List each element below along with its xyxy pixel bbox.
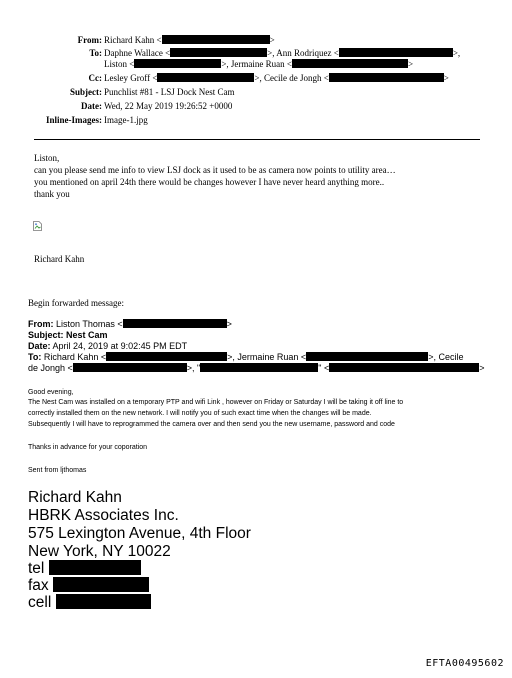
fwd-sent-from: Sent from ljthomas — [28, 467, 87, 474]
date-value: Wed, 22 May 2019 19:26:52 +0000 — [104, 101, 233, 111]
inline-images-label: Inline-Images: — [46, 115, 102, 125]
fwd-paragraph-line-2: correctly installed them on the new network. I will notify you of such exact time when the changes will be made. — [28, 410, 372, 417]
body-line-3: you mentioned on april 24th there would be changes however I have never heard anything more.. — [34, 177, 385, 187]
to-label: To: — [89, 48, 102, 58]
redaction — [157, 73, 254, 82]
signature-fax: fax — [28, 577, 149, 595]
from-label: From: — [77, 35, 102, 45]
fwd-thanks: Thanks in advance for your coporation — [28, 444, 148, 451]
redaction — [306, 352, 428, 361]
redaction — [53, 577, 149, 592]
redaction — [73, 363, 187, 372]
signoff-name: Richard Kahn — [34, 254, 85, 264]
redaction — [292, 59, 408, 68]
broken-image-icon — [33, 221, 42, 231]
body-line-4: thank you — [34, 189, 70, 199]
fwd-paragraph-line-3: Subsequently I will have to reprogrammed the camera over and then send you the new username, password and code — [28, 421, 395, 428]
signature-tel: tel — [28, 560, 141, 578]
redaction — [106, 352, 227, 361]
document-id: EFTA00495602 — [425, 658, 504, 669]
subject-value: Punchlist #81 - LSJ Dock Nest Cam — [104, 87, 235, 97]
cc-value: Lesley Groff < >, Cecile de Jongh < > — [104, 73, 449, 83]
redaction — [170, 48, 267, 57]
fwd-from-label: From: — [28, 319, 54, 329]
redaction — [339, 48, 453, 57]
signature-address-1: 575 Lexington Avenue, 4th Floor — [28, 525, 251, 542]
redaction — [329, 73, 444, 82]
date-label: Date: — [81, 101, 102, 111]
fwd-date-line: Date: April 24, 2019 at 9:02:45 PM EDT — [28, 341, 188, 351]
fwd-to-label: To: — [28, 352, 42, 362]
fwd-date-label: Date: — [28, 341, 51, 351]
body-line-2: can you please send me info to view LSJ dock as it used to be as camera now points to utility area… — [34, 165, 396, 175]
fwd-paragraph-line-1: The Nest Cam was installed on a temporary PTP and wifi Link , however on Friday or Saturday I will be taking it off line to — [28, 399, 404, 406]
to-value-line1: Daphne Wallace < >, Ann Rodriquez < >, — [104, 48, 461, 58]
redaction — [134, 59, 221, 68]
fwd-to-line2: de Jongh < >, " " < > — [28, 363, 485, 373]
header-divider — [34, 139, 480, 140]
subject-label: Subject: — [70, 87, 102, 97]
body-line-1: Liston, — [34, 153, 60, 163]
from-value: Richard Kahn < > — [104, 35, 275, 45]
redaction — [123, 319, 227, 328]
redaction — [56, 594, 151, 609]
fwd-from-line: From: Liston Thomas < > — [28, 319, 232, 329]
redaction — [200, 363, 318, 372]
cc-label: Cc: — [88, 73, 102, 83]
forward-intro: Begin forwarded message: — [28, 298, 124, 308]
redaction — [329, 363, 479, 372]
redaction — [162, 35, 270, 44]
fwd-greeting: Good evening, — [28, 389, 74, 396]
redaction — [49, 560, 141, 575]
inline-images-value: Image-1.jpg — [104, 115, 148, 125]
fwd-subject-line: Subject: Nest Cam — [28, 330, 108, 340]
signature-address-2: New York, NY 10022 — [28, 543, 171, 560]
to-value-line2: Liston < >, Jermaine Ruan < > — [104, 59, 414, 69]
signature-cell: cell — [28, 594, 151, 612]
fwd-to-line1: To: Richard Kahn < >, Jermaine Ruan < >, Cecile — [28, 352, 464, 362]
signature-name: Richard Kahn — [28, 489, 122, 506]
signature-company: HBRK Associates Inc. — [28, 507, 179, 524]
